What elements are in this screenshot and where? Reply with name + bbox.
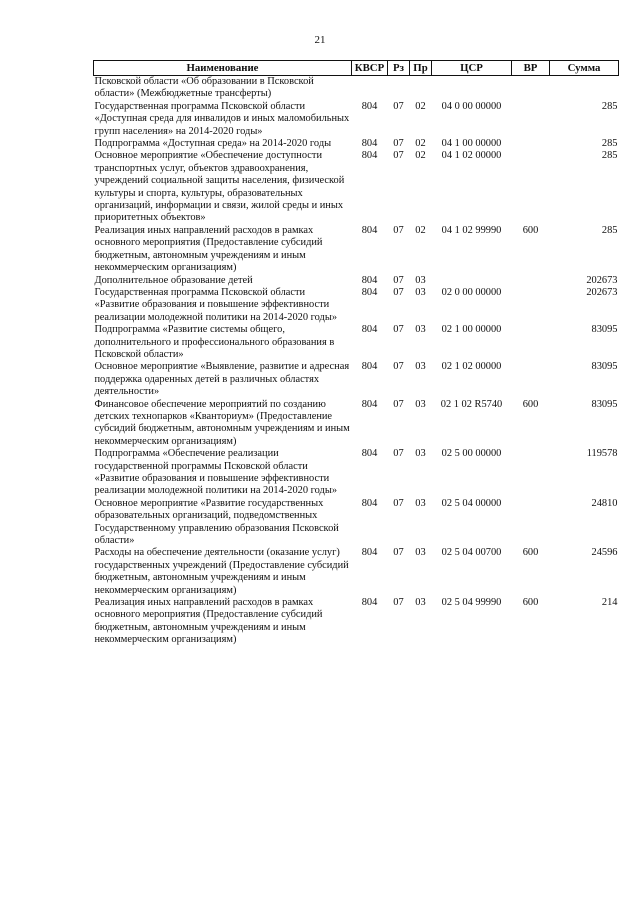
row-csr: 02 5 00 00000 <box>441 448 502 460</box>
row-kvsr: 804 <box>361 150 378 162</box>
row-rz: 07 <box>393 138 404 150</box>
row-pr: 02 <box>415 150 426 162</box>
row-sum <box>550 76 619 101</box>
row-vr: 600 <box>522 224 539 236</box>
row-sum: 285 <box>601 138 618 150</box>
row-rz: 07 <box>393 100 404 112</box>
row-vr <box>512 150 550 224</box>
row-csr: 04 1 02 99990 <box>441 224 502 236</box>
row-kvsr: 804 <box>361 361 378 373</box>
row-csr: 02 5 04 00700 <box>441 547 502 559</box>
row-sum: 285 <box>601 224 618 236</box>
row-csr: 02 0 00 00000 <box>441 286 502 298</box>
row-name: Подпрограмма «Развитие системы общего, дополнительного и профессионального образования в Псковской области» <box>94 324 335 360</box>
table-row <box>94 547 619 597</box>
row-vr <box>512 76 550 101</box>
row-name: Реализация иных направлений расходов в рамках основного мероприятия (Предоставление субсидий бюджетным, автономным учреждениям и иным некоммерческим организациям) <box>94 597 323 646</box>
header-name: Наименование <box>94 61 352 76</box>
row-rz: 07 <box>393 547 404 559</box>
header-csr: ЦСР <box>432 61 512 76</box>
table-row <box>94 275 619 287</box>
row-csr: 04 1 00 00000 <box>441 138 502 150</box>
row-kvsr <box>352 76 388 101</box>
row-kvsr: 804 <box>361 224 378 236</box>
row-csr: 02 1 02 00000 <box>441 361 502 373</box>
row-rz: 07 <box>393 224 404 236</box>
row-vr <box>512 361 550 398</box>
table-row <box>94 150 619 224</box>
row-rz: 07 <box>393 286 404 298</box>
row-csr: 02 1 02 R5740 <box>440 398 503 410</box>
row-kvsr: 804 <box>361 547 378 559</box>
row-name: Финансовое обеспечение мероприятий по созданию детских технопарков «Кванториум» (Предоставление субсидий бюджетным, автономным учреждениям и иным некоммерческим организациям) <box>94 398 350 447</box>
table-header-row <box>94 61 619 76</box>
row-vr <box>512 287 550 324</box>
row-vr <box>512 101 550 138</box>
row-kvsr: 804 <box>361 100 378 112</box>
table-row <box>94 448 619 498</box>
row-kvsr: 804 <box>361 324 378 336</box>
row-vr: 600 <box>522 597 539 609</box>
row-pr: 03 <box>415 398 426 410</box>
row-kvsr: 804 <box>361 398 378 410</box>
row-rz: 07 <box>393 398 404 410</box>
row-vr: 600 <box>522 547 539 559</box>
row-vr <box>512 448 550 498</box>
row-csr: 04 1 02 00000 <box>441 150 502 162</box>
table-row <box>94 597 619 647</box>
table-row <box>94 225 619 275</box>
row-name: Основное мероприятие «Обеспечение доступности транспортных услуг, объектов здравоохранения, учреждений социальной защиты населения, физической культуры и спорта, культуры, образовательных организаций, информации и связи, жилой среды и иных приоритетных объектов» <box>94 150 345 224</box>
row-csr <box>432 76 512 101</box>
row-pr: 03 <box>415 448 426 460</box>
row-rz: 07 <box>393 361 404 373</box>
row-kvsr: 804 <box>361 138 378 150</box>
row-vr <box>512 324 550 361</box>
row-pr: 03 <box>415 597 426 609</box>
row-pr: 03 <box>415 547 426 559</box>
row-pr: 03 <box>415 274 426 286</box>
row-vr: 600 <box>522 398 539 410</box>
row-kvsr: 804 <box>361 274 378 286</box>
row-csr: 02 1 00 00000 <box>441 324 502 336</box>
row-kvsr: 804 <box>361 286 378 298</box>
row-sum: 202673 <box>586 274 618 286</box>
header-vr: ВР <box>512 61 550 76</box>
table-row <box>94 287 619 324</box>
table-row <box>94 324 619 361</box>
table-row <box>94 101 619 138</box>
row-sum: 24810 <box>591 497 618 509</box>
row-rz: 07 <box>393 497 404 509</box>
row-sum: 83095 <box>591 398 618 410</box>
row-kvsr: 804 <box>361 597 378 609</box>
row-rz: 07 <box>393 150 404 162</box>
row-kvsr: 804 <box>361 448 378 460</box>
header-pr: Пр <box>410 61 432 76</box>
row-sum: 285 <box>601 100 618 112</box>
row-name: Подпрограмма «Обеспечение реализации государственной программы Псковской области «Развитие образования и повышение эффективности реализации молодежной политики на 2014-2020 годы» <box>94 448 338 497</box>
row-name: Основное мероприятие «Выявление, развитие и адресная поддержка одаренных детей в различных областях деятельности» <box>94 361 350 398</box>
row-rz: 07 <box>393 448 404 460</box>
table-row <box>94 76 619 101</box>
row-name: Расходы на обеспечение деятельности (оказание услуг) государственных учреждений (Предоставление субсидий бюджетным, автономным учреждениям и иным некоммерческим организациям) <box>94 547 349 596</box>
header-kvsr: КВСР <box>352 61 388 76</box>
row-csr: 02 5 04 00000 <box>441 497 502 509</box>
header-sum: Сумма <box>550 61 619 76</box>
row-sum: 214 <box>601 597 618 609</box>
row-pr: 02 <box>415 224 426 236</box>
row-sum: 202673 <box>586 286 618 298</box>
row-vr <box>512 498 550 548</box>
row-rz: 07 <box>393 274 404 286</box>
table-row <box>94 498 619 548</box>
row-pr: 02 <box>415 138 426 150</box>
row-name: Подпрограмма «Доступная среда» на 2014-2020 годы <box>94 138 332 150</box>
row-sum: 285 <box>601 150 618 162</box>
row-name: Государственная программа Псковской области «Развитие образования и повышение эффективности реализации молодежной политики на 2014-2020 годы» <box>94 286 338 323</box>
header-rz: Рз <box>388 61 410 76</box>
page-number: 21 <box>314 34 326 46</box>
row-rz <box>388 76 410 101</box>
row-rz: 07 <box>393 597 404 609</box>
row-csr: 04 0 00 00000 <box>441 100 502 112</box>
row-sum: 24596 <box>591 547 618 559</box>
row-kvsr: 804 <box>361 497 378 509</box>
row-pr: 03 <box>415 361 426 373</box>
budget-table <box>93 60 619 647</box>
row-name: Основное мероприятие «Развитие государственных образовательных организаций, подведомственных Государственному управлению образования Псковской области» <box>94 497 339 547</box>
table-row <box>94 361 619 398</box>
row-pr: 03 <box>415 497 426 509</box>
row-pr <box>410 76 432 101</box>
table-row <box>94 138 619 150</box>
row-pr: 02 <box>415 100 426 112</box>
row-pr: 03 <box>415 286 426 298</box>
row-pr: 03 <box>415 324 426 336</box>
table-row <box>94 399 619 449</box>
row-csr: 02 5 04 99990 <box>441 597 502 609</box>
row-sum: 83095 <box>591 361 618 373</box>
row-name: Государственная программа Псковской области «Доступная среда для инвалидов и иных маломобильных групп населения» на 2014-2020 годы» <box>94 100 350 137</box>
row-sum: 83095 <box>591 324 618 336</box>
row-name: Реализация иных направлений расходов в рамках основного мероприятия (Предоставление субсидий бюджетным, автономным учреждениям и иным некоммерческим организациям) <box>94 224 323 274</box>
row-sum: 119578 <box>586 448 618 460</box>
row-name: Псковской области «Об образовании в Псковской области» (Межбюджетные трансферты) <box>94 76 314 100</box>
row-vr <box>512 138 550 150</box>
row-vr <box>512 275 550 287</box>
row-csr <box>432 275 512 287</box>
row-rz: 07 <box>393 324 404 336</box>
row-name: Дополнительное образование детей <box>94 274 253 286</box>
